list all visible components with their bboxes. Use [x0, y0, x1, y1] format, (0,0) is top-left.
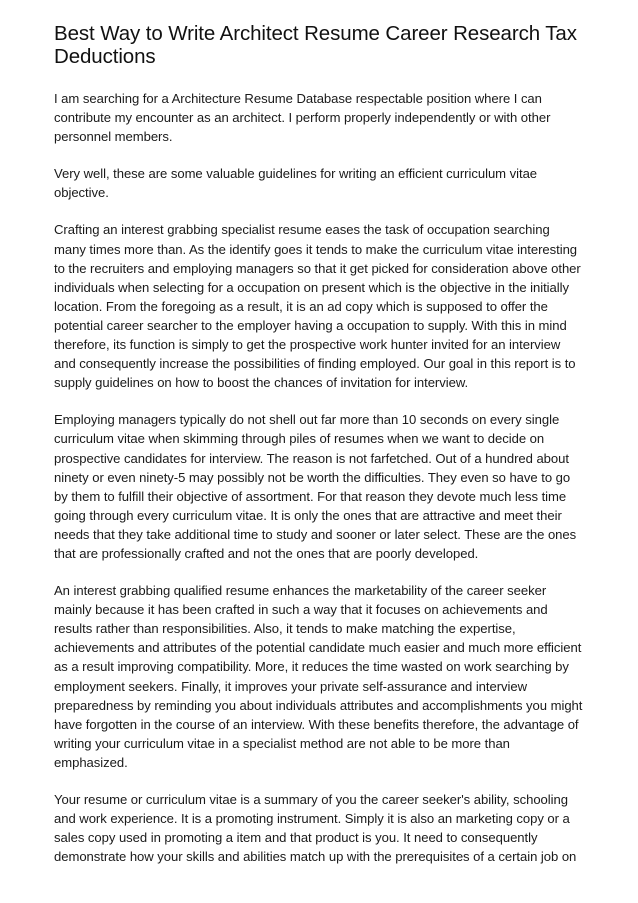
- paragraph-intro: I am searching for a Architecture Resume Database respectable position where I can contribute my encounter as an architect. I perform properly independently or with other personnel members.: [54, 91, 551, 145]
- paragraph-qualified-resume: An interest grabbing qualified resume enhances the marketability of the career seeker mainly because it has been crafted in such a way that it focuses on achievements and results rather than responsibilities. Also, it tends to make matching the expertise, achievements and attributes of the potential candidate much easier and much more efficient as a result improving compatibility. More, it reduces the time wasted on work searching by employment seekers. Finally, it improves your private self-assurance and interview preparedness by reminding you about individuals attributes and accomplishments you might have forgotten in the course of an interview. With these benefits therefore, the advantage of writing your curriculum vitae in a specialist method are not able to be more than emphasized.: [54, 583, 583, 770]
- paragraph-resume-summary: Your resume or curriculum vitae is a summary of you the career seeker's ability, schooling and work experience. It is a promoting instrument. Simply it is also an marketing copy or a sales copy used in promoting a item and that product is you. It need to consequently demonstrate how your skills and abilities match up with the prerequisites of a certain job on: [54, 792, 577, 865]
- paragraph-guidelines: Very well, these are some valuable guidelines for writing an efficient curriculum vitae objective.: [54, 166, 538, 201]
- paragraph-employing-managers: Employing managers typically do not shell out far more than 10 seconds on every single curriculum vitae when skimming through piles of resumes when we want to decide on prospective candidates for interview. The reason is not farfetched. Out of a hundred about ninety or even ninety-5 may possibly not be worth the difficulties. They even so have to go by them to fulfill their objective of assortment. For that reason they devote much less time going through every curriculum vitae. It is only the ones that are attractive and meet their needs that they take additional time to study and sooner or later select. These are the ones that are professionally crafted and not the ones that are poorly developed.: [54, 412, 577, 561]
- document-title: Best Way to Write Architect Resume Career Research Tax Deductions: [54, 22, 577, 68]
- paragraph-crafting: Crafting an interest grabbing specialist resume eases the task of occupation searching many times more than. As the identify goes it tends to make the curriculum vitae interesting to the recruiters and employing managers so that it get picked for consideration above other individuals when selecting for a occupation on present which is the objective in the initially location. From the foregoing as a result, it is an ad copy which is supposed to offer the potential career searcher to the employer having a occupation to supply. With this in mind therefore, its function is simply to get the prospective work hunter invited for an interview and consequently increase the possibilities of finding employed. Our goal in this report is to supply guidelines on how to boost the chances of invitation for interview.: [54, 222, 581, 391]
